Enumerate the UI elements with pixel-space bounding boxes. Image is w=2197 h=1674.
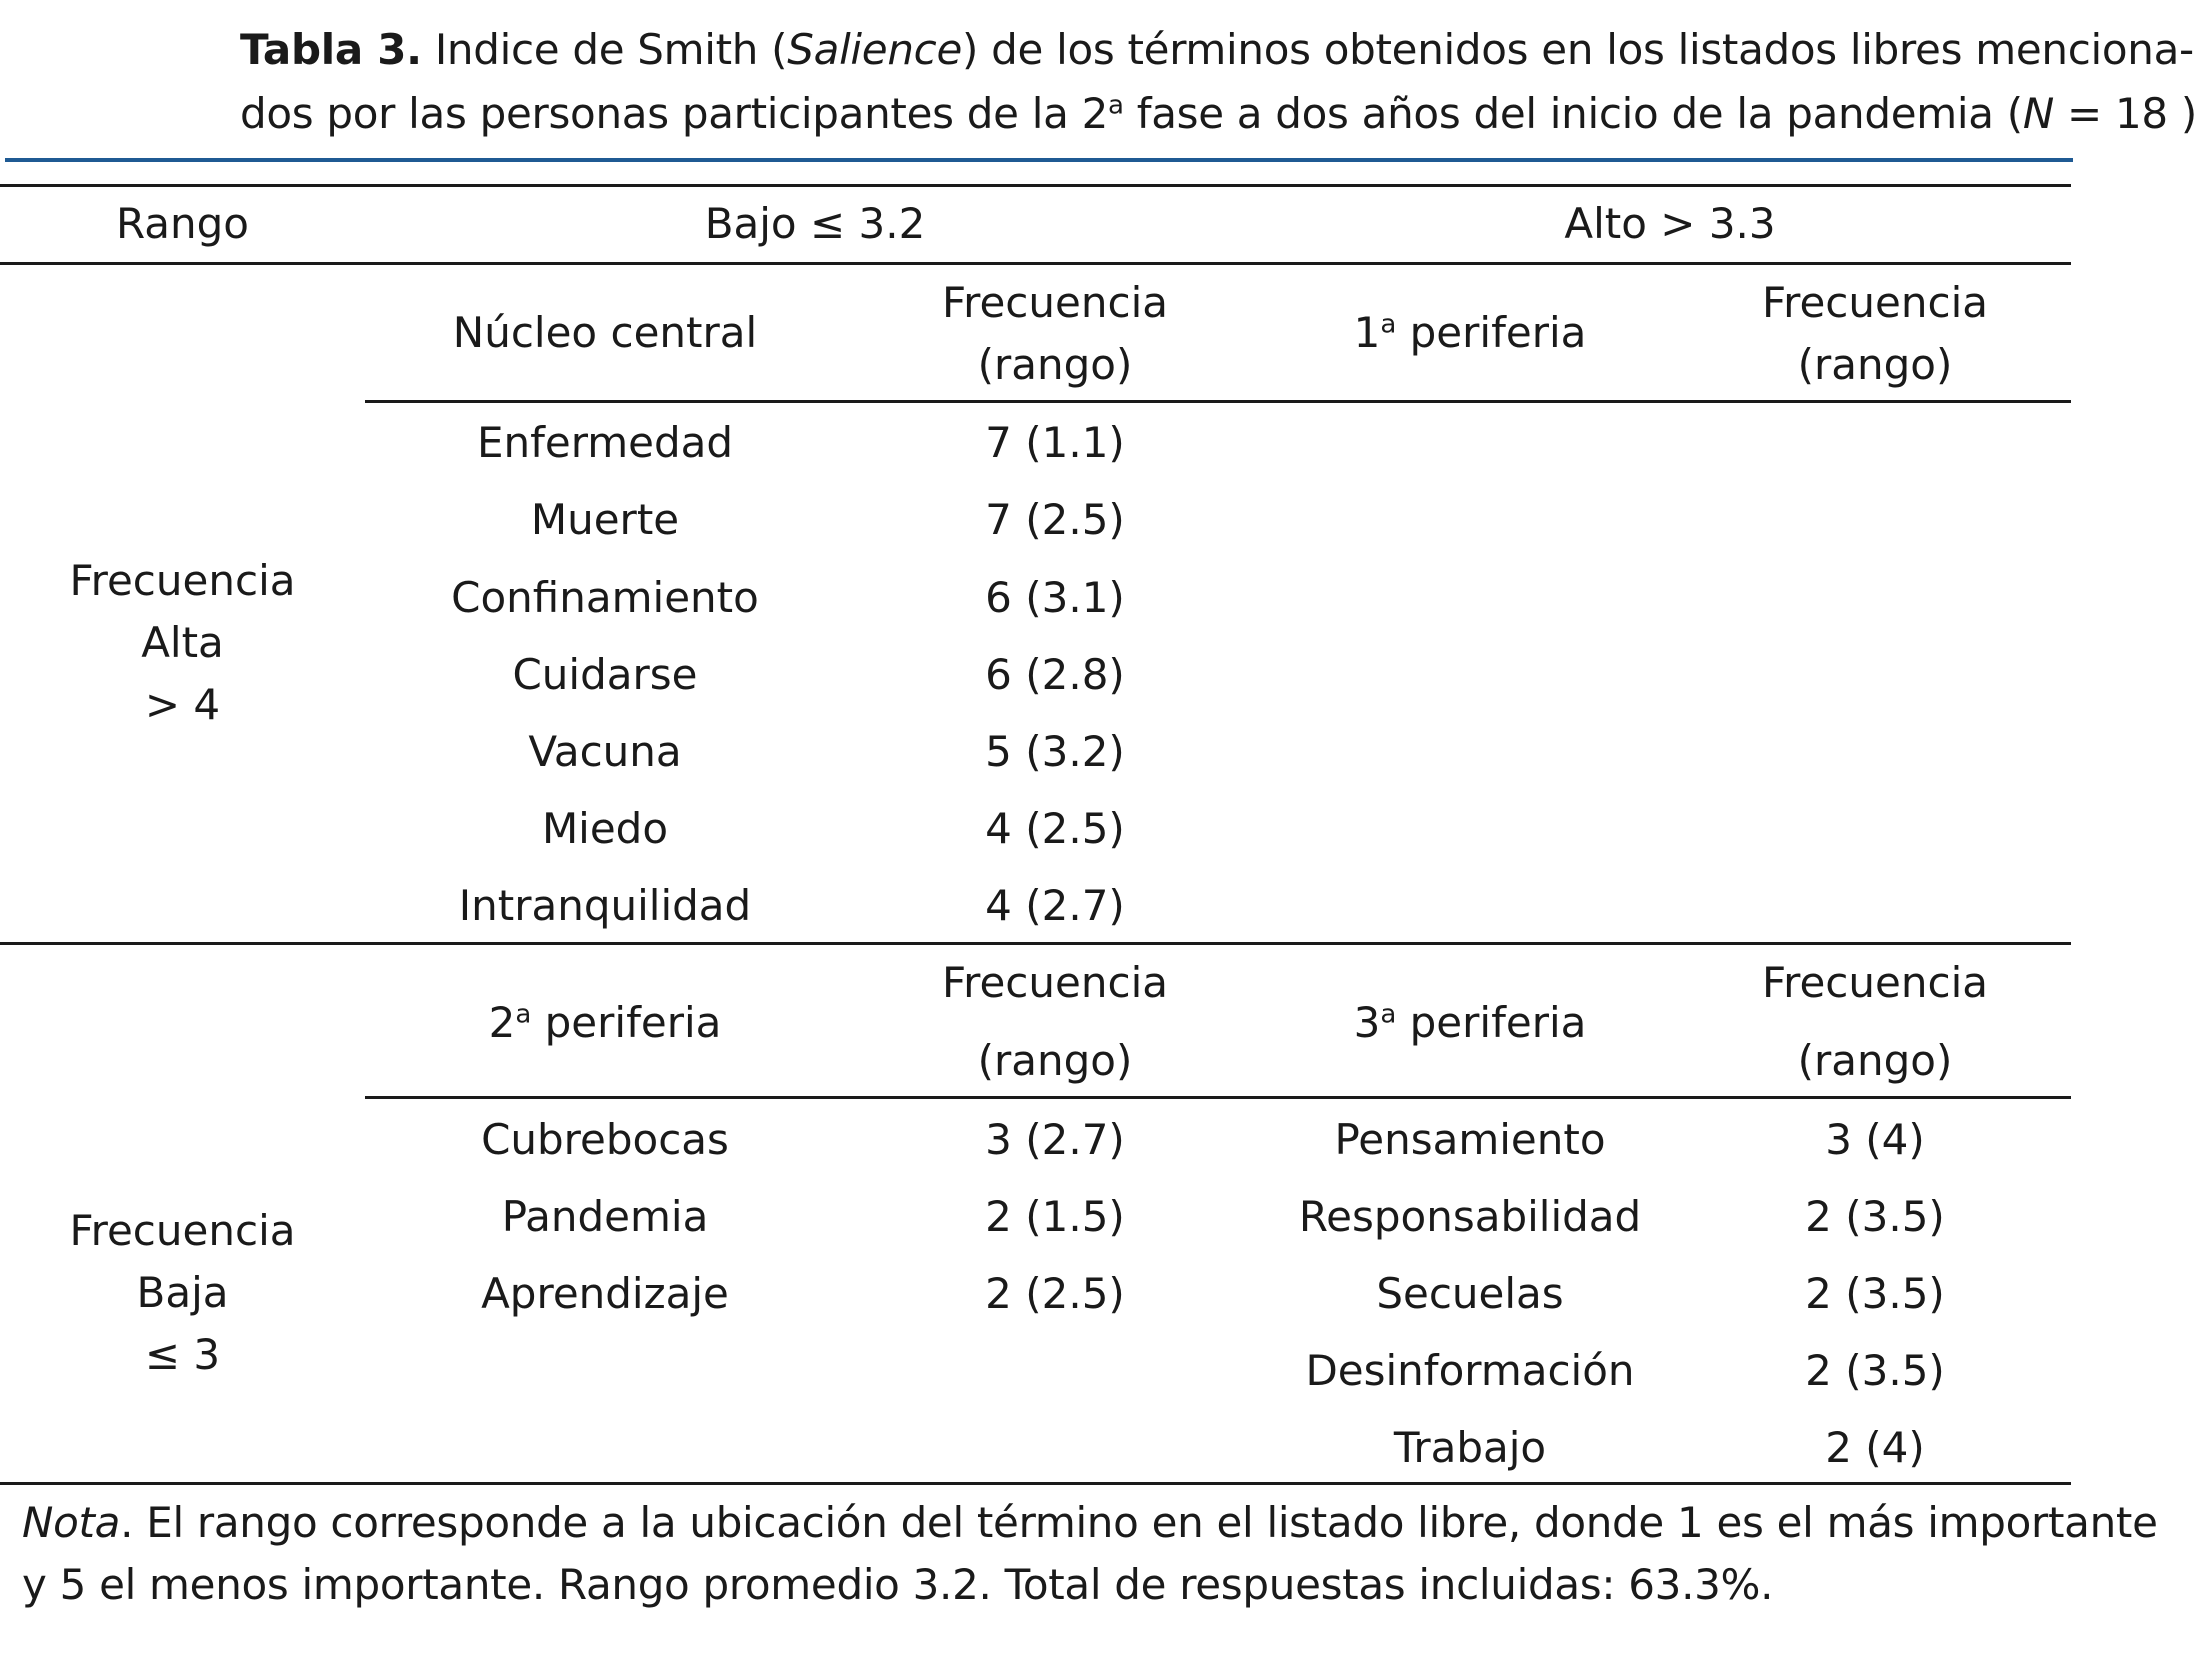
high-label-line-3: > 4: [144, 680, 221, 729]
table-row-freq: 3 (2.7): [985, 1115, 1125, 1164]
table-row-term: Trabajo: [1393, 1423, 1547, 1472]
high-col4-title-2: (rango): [1797, 340, 1953, 389]
table-row-term: Pensamiento: [1334, 1115, 1606, 1164]
header-bajo: Bajo ≤ 3.2: [704, 199, 926, 248]
header-rango: Rango: [116, 199, 249, 248]
table-row-freq: 4 (2.5): [985, 804, 1125, 853]
high-label-line-2: Alta: [141, 618, 224, 667]
note-line-1: Nota. El rango corresponde a la ubicación del término en el listado libre, donde 1 es el más importante: [22, 1498, 2158, 1547]
low-col2-title-2: (rango): [977, 1036, 1133, 1085]
table-row-freq: 6 (2.8): [985, 650, 1125, 699]
caption-n-symbol: N: [2022, 89, 2054, 138]
caption-divider: [5, 158, 2073, 162]
table-row-freq: 5 (3.2): [985, 727, 1125, 776]
table-row-freq: 6 (3.1): [985, 573, 1125, 622]
caption-salience: Salience: [787, 25, 962, 74]
table-row-freq: 7 (2.5): [985, 495, 1125, 544]
low-col2-title-1: Frecuencia: [942, 958, 1168, 1007]
high-subheader-rule: [365, 400, 2071, 403]
caption-line-1: Tabla 3. Indice de Smith (Salience) de los términos obtenidos en los listados libres menciona-: [240, 25, 2194, 74]
low-label-line-1: Frecuencia: [69, 1206, 296, 1255]
table-row-term: Vacuna: [528, 727, 682, 776]
block-divider-rule: [0, 942, 2071, 945]
table-row-term: Cuidarse: [512, 650, 698, 699]
low-label-line-3: ≤ 3: [144, 1330, 221, 1379]
table-row-term: Pandemia: [501, 1192, 709, 1241]
table-caption: [240, 18, 2197, 146]
note-label: Nota: [22, 1498, 121, 1547]
low-col1-title: 2$^a$ periferia: [488, 998, 722, 1047]
table-row-freq: 2 (3.5): [1805, 1346, 1945, 1395]
low-col4-title-2: (rango): [1797, 1036, 1953, 1085]
high-col1-title: Núcleo central: [452, 308, 758, 357]
table-row-freq: 4 (2.7): [985, 881, 1125, 930]
table-row-term: Miedo: [541, 804, 669, 853]
header-bottom-rule: [0, 262, 2071, 265]
table-row-freq: 7 (1.1): [985, 418, 1125, 467]
table-row-term: Muerte: [530, 495, 680, 544]
high-col3-title: 1$^a$ periferia: [1353, 308, 1587, 357]
note-line-2: y 5 el menos importante. Rango promedio 3.2. Total de respuestas incluidas: 63.3%.: [22, 1560, 1774, 1609]
table-row-freq: 2 (4): [1825, 1423, 1925, 1472]
low-col3-title: 3$^a$ periferia: [1353, 998, 1587, 1047]
table-note: [22, 1492, 2158, 1616]
high-col4-title-1: Frecuencia: [1762, 278, 1988, 327]
high-col2-title-2: (rango): [977, 340, 1133, 389]
table-row-term: Intranquilidad: [458, 881, 752, 930]
table-bottom-rule: [0, 1482, 2071, 1485]
table-row-term: Cubrebocas: [481, 1115, 729, 1164]
high-col2-title-1: Frecuencia: [942, 278, 1168, 327]
table-row-term: Aprendizaje: [481, 1269, 729, 1318]
table-row-term: Enfermedad: [476, 418, 734, 467]
table-row-freq: 2 (3.5): [1805, 1269, 1945, 1318]
table-row-term: Responsabilidad: [1298, 1192, 1642, 1241]
table-row-freq: 2 (3.5): [1805, 1192, 1945, 1241]
header-alto: Alto > 3.3: [1564, 199, 1776, 248]
low-col4-title-1: Frecuencia: [1762, 958, 1988, 1007]
table-top-rule: [0, 184, 2071, 187]
table-row-term: Secuelas: [1376, 1269, 1564, 1318]
caption-line-2: dos por las personas participantes de la 2$^a$ fase a dos años del inicio de la pandemia (N = 18 ): [240, 89, 2197, 138]
low-label-line-2: Baja: [136, 1268, 229, 1317]
low-subheader-rule: [365, 1096, 2071, 1099]
table-row-freq: 3 (4): [1825, 1115, 1925, 1164]
caption-label: Tabla 3.: [240, 25, 422, 74]
table-row-term: Desinformación: [1305, 1346, 1635, 1395]
table-row-term: Confinamiento: [451, 573, 759, 622]
table-row-freq: 2 (2.5): [985, 1269, 1125, 1318]
high-label-line-1: Frecuencia: [69, 556, 296, 605]
table-row-freq: 2 (1.5): [985, 1192, 1125, 1241]
